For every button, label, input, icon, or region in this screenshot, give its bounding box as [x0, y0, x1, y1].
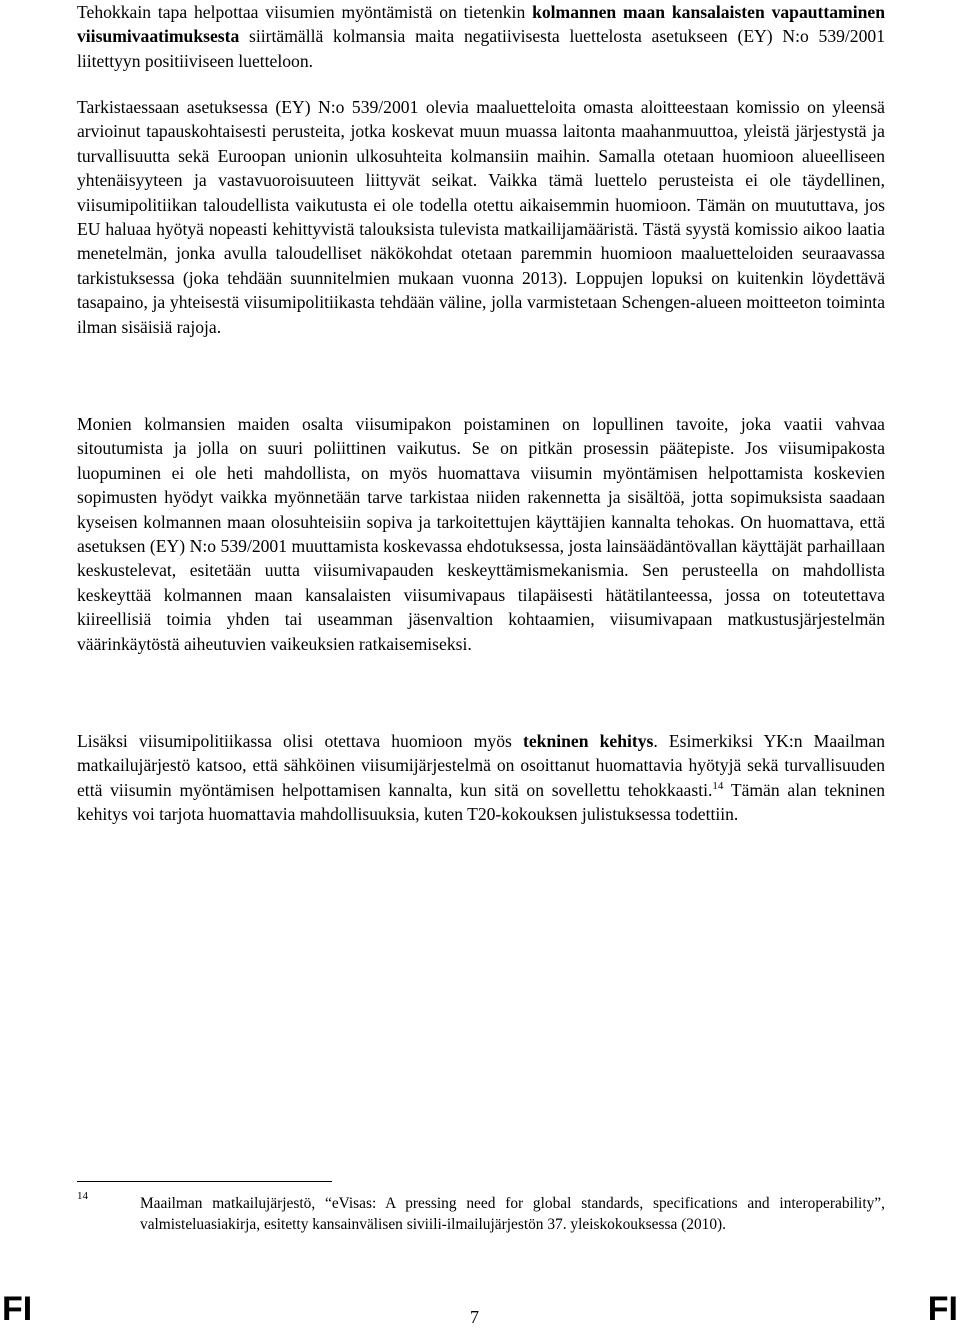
paragraph-text: Tämän alan tekninen kehitys voi tarjota huomattavia mahdollisuuksia, kuten T20-kokouksen julistuksessa todettiin. [77, 779, 886, 825]
paragraph-visa-requirement-removal: Monien kolmansien maiden osalta viisumipakon poistaminen on lopullinen tavoite, joka vaatii vahvaa sitoutumista ja jolla on suuri poliittinen vaikutus. Se on pitkän prosessin päätepiste. Jos viisumipakosta luopuminen ei ole heti mahdollista, on myös huomattava viisumin myöntämisen helpottamista koskevien sopimusten hyödyt vaikka myönnetään tarve tarkistaa niiden rakennetta ja sisältöä, jotta sopimuksista saadaan kyseisen kolmannen maan olosuhteisiin sopiva ja tarkoitettujen käyttäjien kannalta tehokas. On huomattava, että asetuksen (EY) N:o 539/2001 muuttamista koskevassa ehdotuksessa, josta lainsäädäntövallan käyttäjät parhaillaan keskustelevat, esitetään uutta viisumivapauden keskeyttämismekanismia. Sen perusteella on mahdollista keskeyttää kolmannen maan kansalaisten viisumivapaus tilapäisesti hätätilanteessa, jossa on toteutettava kiireellisiä toimia yhden tai useamman jäsenvaltion kohtaamien, viisumivapaan matkustusjärjestelmän väärinkäytöstä aiheutuvien vaikeuksien ratkaisemiseksi. [77, 414, 885, 654]
paragraph-text: . Esimerkiksi YK:n Maailman matkailujärjestö katsoo, että sähköinen viisumijärjestelmä on osoittanut huomattavia hyötyjä sekä turvallisuuden että viisumin myöntämisen helpottamisen kannalta, kun sitä on sovellettu tehokkaasti. [77, 731, 886, 800]
paragraph-text: siirtämällä kolmansia maita negatiivisesta luettelosta asetukseen (EY) N:o 539/2001 liitettyyn positiiviseen luetteloon. [77, 26, 885, 71]
footnote-number: 14 [77, 1190, 88, 1202]
language-code-left: FI [2, 1290, 33, 1328]
paragraph-text: Lisäksi viisumipolitiikassa olisi otettava huomioon myös [77, 731, 523, 751]
paragraph-text: Tehokkain tapa helpottaa viisumien myöntämistä on tietenkin [77, 2, 533, 22]
paragraph-technical-development [77, 729, 885, 827]
language-code-right: FI [927, 1290, 958, 1328]
bold-phrase-technical-development: tekninen kehitys [523, 731, 654, 751]
bold-phrase-visa-exemption: kolmannen maan kansalaisten vapauttaminen viisumivaatimuksesta [77, 2, 885, 47]
footnote-text: Maailman matkailujärjestö, “eVisas: A pressing need for global standards, specifications and interoperability”, valmisteluasiakirja, esitetty kansainvälisen siviili-ilmailujärjestön 37. yleiskokouksessa (2010). [140, 1195, 885, 1233]
paragraph-country-lists: Tarkistaessaan asetuksessa (EY) N:o 539/2001 olevia maaluetteloita omasta aloitteestaan komissio on yleensä arvioinut tapauskohtaisesti perusteita, jotka koskevat muun muassa laitonta maahanmuuttoa, yleistä järjestystä ja turvallisuutta sekä Euroopan unionin ulkosuhteita kolmansiin maihin. Samalla otetaan huomioon alueelliseen yhtenäisyyteen ja vastavuoroisuuteen liittyvät seikat. Vaikka tämä luettelo perusteista ei ole täydellinen, viisumipolitiikan taloudellista vaikutusta ei ole todella otettu aikaisemmin huomioon. Tämän on muututtava, jos EU haluaa hyötyä nopeasti kehittyvistä talouksista tulevista matkailijamääristä. Tästä syystä komissio aikoo laatia menetelmän, jonka avulla taloudelliset näkökohdat otetaan paremmin huomioon maaluetteloiden seuraavassa tarkistuksessa (joka tehdään suunnitelmien mukaan vuonna 2013). Loppujen lopuksi on kuitenkin löydettävä tasapaino, ja yhteisestä viisumipolitiikasta tehdään väline, jolla varmistetaan Schengen-alueen moitteeton toiminta ilman sisäisiä rajoja. [77, 97, 885, 337]
footnote-separator [77, 1181, 332, 1182]
paragraph-visa-exemption [77, 0, 885, 73]
page-number: 7 [470, 1307, 479, 1327]
footnote-reference[interactable]: 14 [712, 779, 724, 792]
